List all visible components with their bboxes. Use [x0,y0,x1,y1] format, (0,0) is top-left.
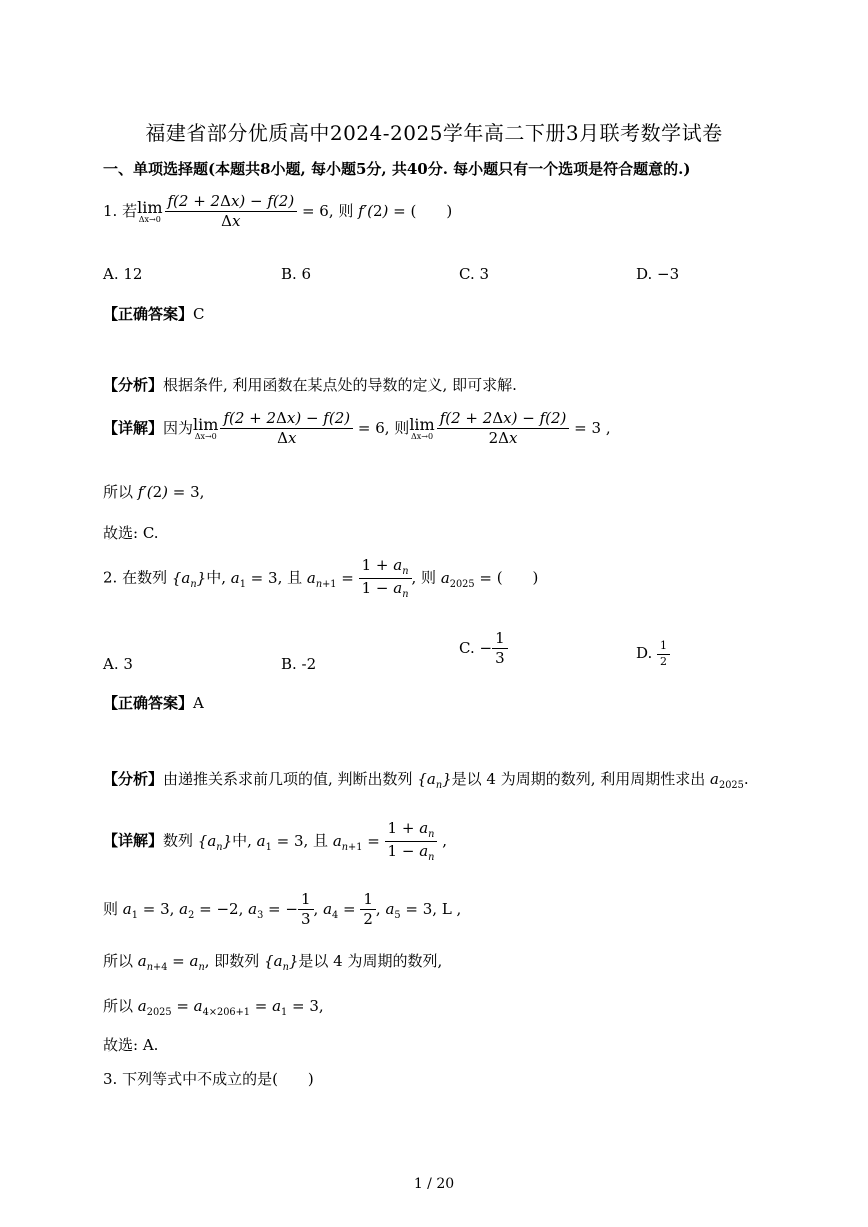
q2-analysis: 【分析】由递推关系求前几项的值, 判断出数列 $\{a_n\}$是以 4 为周期的数列, 利用周期性求出 $a_{2025}$. [103,770,749,791]
q1-blank: ( ) [410,201,453,220]
question-3: 3. 下列等式中不成立的是( ) [103,1070,314,1088]
q1-so: 所以 f′(2) = 3, [103,483,205,501]
q1-option-b: B. 6 [281,265,312,283]
question-1: 1. 若 lim Δx→0 $\frac{f(2 + 2\Delta x) - f(2)}{\Delta x}$ = 6, 则 f′(2) = ( ) [103,192,453,231]
q2-detail: 【详解】数列 $\{a_n\}$中, $a_1 = 3$, 且 $a_{n+1}$ = $\frac{1 + a_n}{1 - a_n}$ , [103,819,447,864]
question-2: 2. 在数列 $\{a_n\}$中, $a_1 = 3$, 且 $a_{n+1}$ = $\frac{1 + a_n}{1 - a_n}$ , 则 $a_{2025}$ = ( ) [103,556,539,601]
q2-option-c: C. − $\frac{1}{3}$ [459,630,508,668]
q2-option-b: B. -2 [281,655,317,673]
q2-terms: 则 $a_1 = 3$, $a_2 = -2$, $a_3$ = − $\frac{1}{3}$ , $a_4$ = $\frac{1}{2}$ , $a_5 = 3$, L , [103,890,462,929]
q1-prefix: 1. 若 [103,201,138,220]
q2-result: 所以 $a_{2025} = a_{4\times 206+1} = a_1 = 3$, [103,997,324,1018]
q1-option-c: C. 3 [459,265,490,283]
q1-option-d: D. −3 [636,265,680,283]
difference-quotient: $\frac{f(2 + 2\Delta x) - f(2)}{\Delta x}$ [165,193,298,231]
q1-option-a: A. 12 [103,265,143,283]
q2-period: 所以 $a_{n+4} = a_n$, 即数列 $\{a_n\}$是以 4 为周期的数列, [103,952,443,973]
limit-expression: lim Δx→0 [137,197,163,224]
q1-choose: 故选: C. [103,524,159,542]
page-number: 1 / 20 [413,1176,455,1192]
q2-option-a: A. 3 [103,655,133,673]
q2-option-d: D. $\frac{1}{2}$ [636,640,670,668]
q2-choose: 故选: A. [103,1036,159,1054]
q1-analysis: 【分析】根据条件, 利用函数在某点处的导数的定义, 即可求解. [103,376,517,394]
q1-then: , 则 [328,201,354,220]
q1-detail: 【详解】因为 lim Δx→0 $\frac{f(2 + 2\Delta x) - f(2)}{\Delta x}$ = 6, 则 lim Δx→0 $\frac{f(2 + 2\Delta x) - f(2)}{2\Delta x}$ = 3 , [103,409,611,448]
section-heading: 一、单项选择题(本题共8小题, 每小题5分, 共40分. 每小题只有一个选项是符合题意的.) [103,160,691,178]
page-title: 福建省部分优质高中2024-2025学年高二下册3月联考数学试卷 [145,121,723,145]
q2-answer: 【正确答案】A [103,694,204,712]
q1-answer: 【正确答案】C [103,305,205,323]
